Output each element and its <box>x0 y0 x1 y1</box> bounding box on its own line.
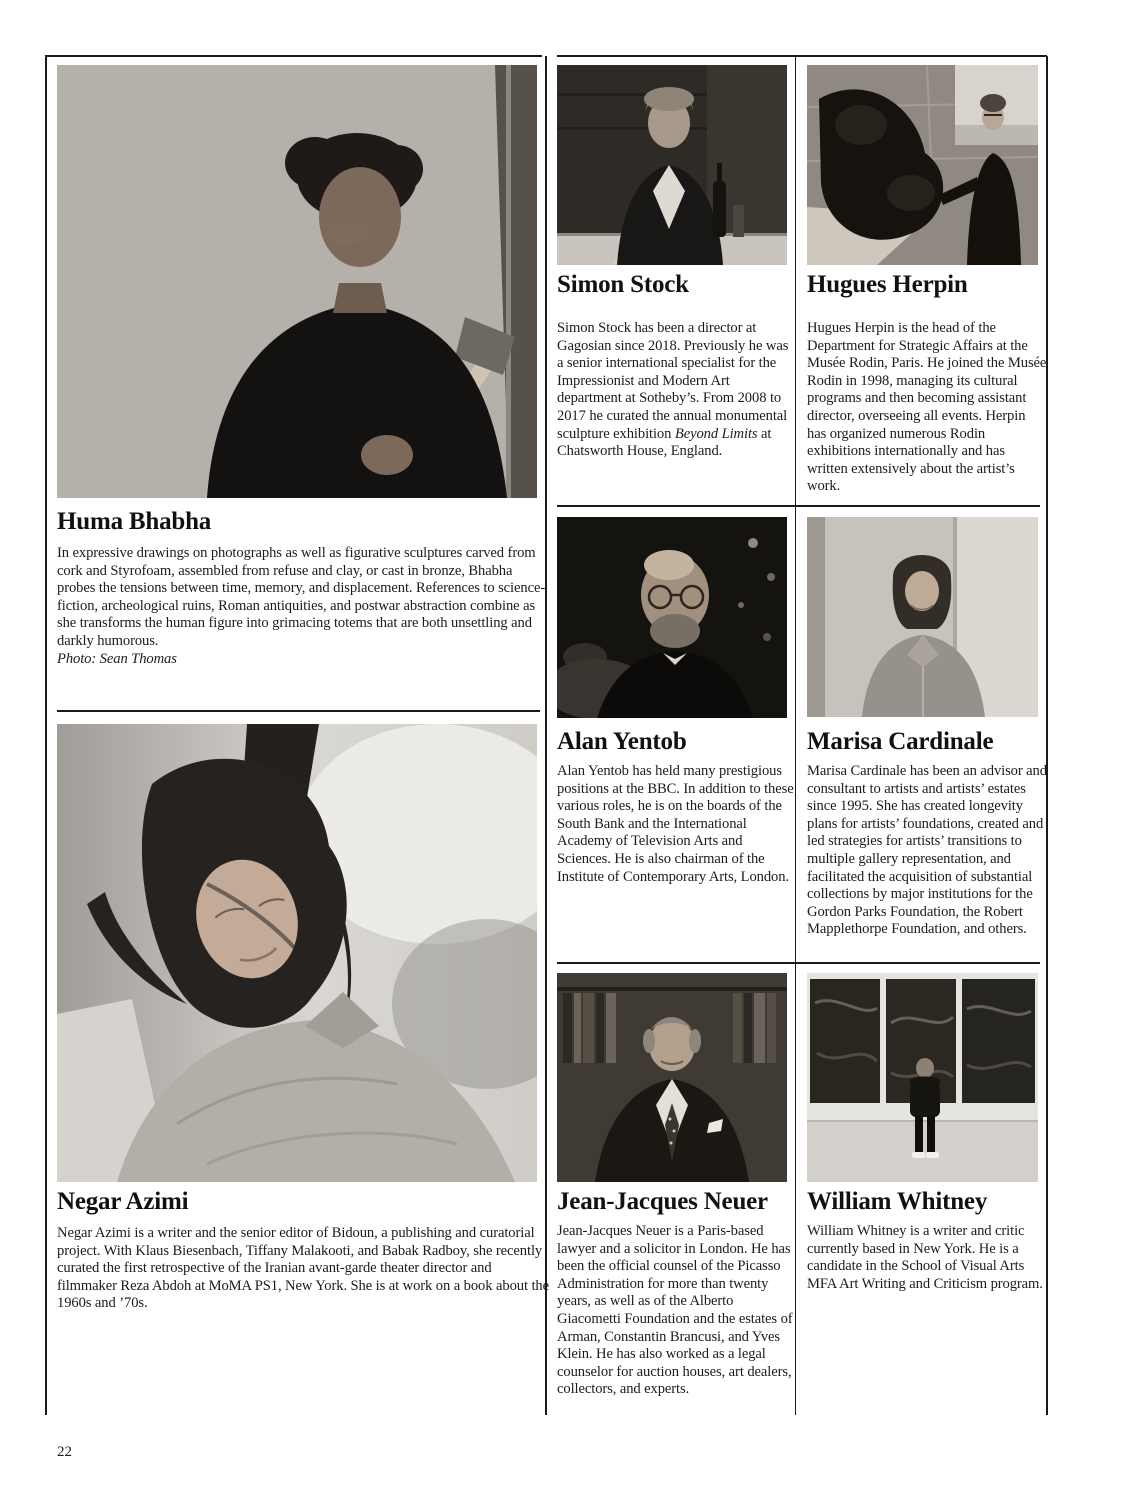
alan-yentob-photo <box>557 517 787 718</box>
person-name: Huma Bhabha <box>57 508 212 535</box>
divider-row-2 <box>557 505 1040 507</box>
person-name: Alan Yentob <box>557 728 687 755</box>
divider-left-column <box>57 710 540 712</box>
bio-text: In expressive drawings on photographs as well as figurative sculptures carved from cork and Styrofoam, assembled from refuse and clay, or cast in bronze, Bhabha probes the tensions between time, memory, and displacement. References to science-fiction, archeological ruins, Roman antiquities, and postwar abstraction combine as she transforms the human figure into grimacing totems that are both unsettling and darkly humorous. <box>57 545 546 649</box>
column-rule-right <box>1046 56 1048 1415</box>
page-number: 22 <box>57 1444 72 1460</box>
simon-stock-photo <box>557 65 787 265</box>
person-name: Marisa Cardinale <box>807 728 994 755</box>
person-name: Jean-Jacques Neuer <box>557 1188 768 1215</box>
person-bio: Jean-Jacques Neuer is a Paris-based lawyer and a solicitor in London. He has been the official counsel of the Picasso Administration for more than twenty years, as well as of the Alberto Giacometti Foundation and the estates of Arman, Constantin Brancusi, and Yves Klein. He has also worked as a legal counselor for auction houses, art dealers, collectors, and experts. <box>557 1223 793 1398</box>
column-rule-mid-left <box>545 56 547 1415</box>
column-rule-left <box>45 56 47 1415</box>
negar-azimi-photo <box>57 724 537 1182</box>
person-name: Negar Azimi <box>57 1188 189 1215</box>
marisa-cardinale-photo <box>807 517 1038 717</box>
divider-row-3 <box>557 962 1040 964</box>
bio-text: Simon Stock has been a director at Gagosian since 2018. Previously he was a senior international specialist for the Impressionist and Modern Art department at Sotheby’s. From 2008 to 2017 he curated the annual monumental sculpture exhibition <box>557 320 789 442</box>
person-bio <box>57 545 554 668</box>
huma-bhabha-photo <box>57 65 537 498</box>
person-bio <box>557 320 795 461</box>
william-whitney-photo <box>807 973 1038 1182</box>
person-bio: William Whitney is a writer and critic currently based in New York. He is a candidate in the School of Visual Arts MFA Art Writing and Criticism program. <box>807 1223 1043 1292</box>
bio-italic-title: Beyond Limits <box>674 425 758 442</box>
top-rule-left-column <box>45 55 542 57</box>
person-bio: Hugues Herpin is the head of the Department for Strategic Affairs at the Musée Rodin, Paris. He joined the Musée Rodin in 1998, managing its cultural programs and then becoming assistant director, overseeing all events. Herpin has organized numerous Rodin exhibitions internationally and has written extensively about the artist’s work. <box>807 320 1047 495</box>
hugues-herpin-photo <box>807 65 1038 265</box>
top-rule-right-columns <box>557 55 1047 57</box>
person-bio: Alan Yentob has held many prestigious positions at the BBC. In addition to these various roles, he is on the boards of the South Bank and the International Academy of Television Arts and Sciences. He is also chairman of the Institute of Contemporary Arts, London. <box>557 763 794 885</box>
photo-credit: Photo: Sean Thomas <box>57 650 177 667</box>
person-name: William Whitney <box>807 1188 988 1215</box>
column-rule-mid-right <box>795 56 797 1415</box>
jean-jacques-neuer-photo <box>557 973 787 1182</box>
person-bio: Negar Azimi is a writer and the senior editor of Bidoun, a publishing and curatorial project. With Klaus Biesenbach, Tiffany Malakooti, and Babak Radboy, she recently curated the first retrospective of the Iranian avant-garde theater director and filmmaker Reza Abdoh at MoMA PS1, New York. She is at work on a book about the 1960s and ’70s. <box>57 1225 549 1312</box>
bio-text-end: at Chatsworth House, England. <box>557 425 772 460</box>
person-name: Simon Stock <box>557 271 689 298</box>
person-bio: Marisa Cardinale has been an advisor and consultant to artists and artists’ estates since 1995. She has created longevity plans for artists’ foundations, created and led strategies for artists’ transitions to multiple gallery representation, and facilitated the acquisition of substantial collections by major institutions for the Gordon Parks Foundation, the Robert Mapplethorpe Foundation, and others. <box>807 763 1047 938</box>
person-name: Hugues Herpin <box>807 271 968 298</box>
